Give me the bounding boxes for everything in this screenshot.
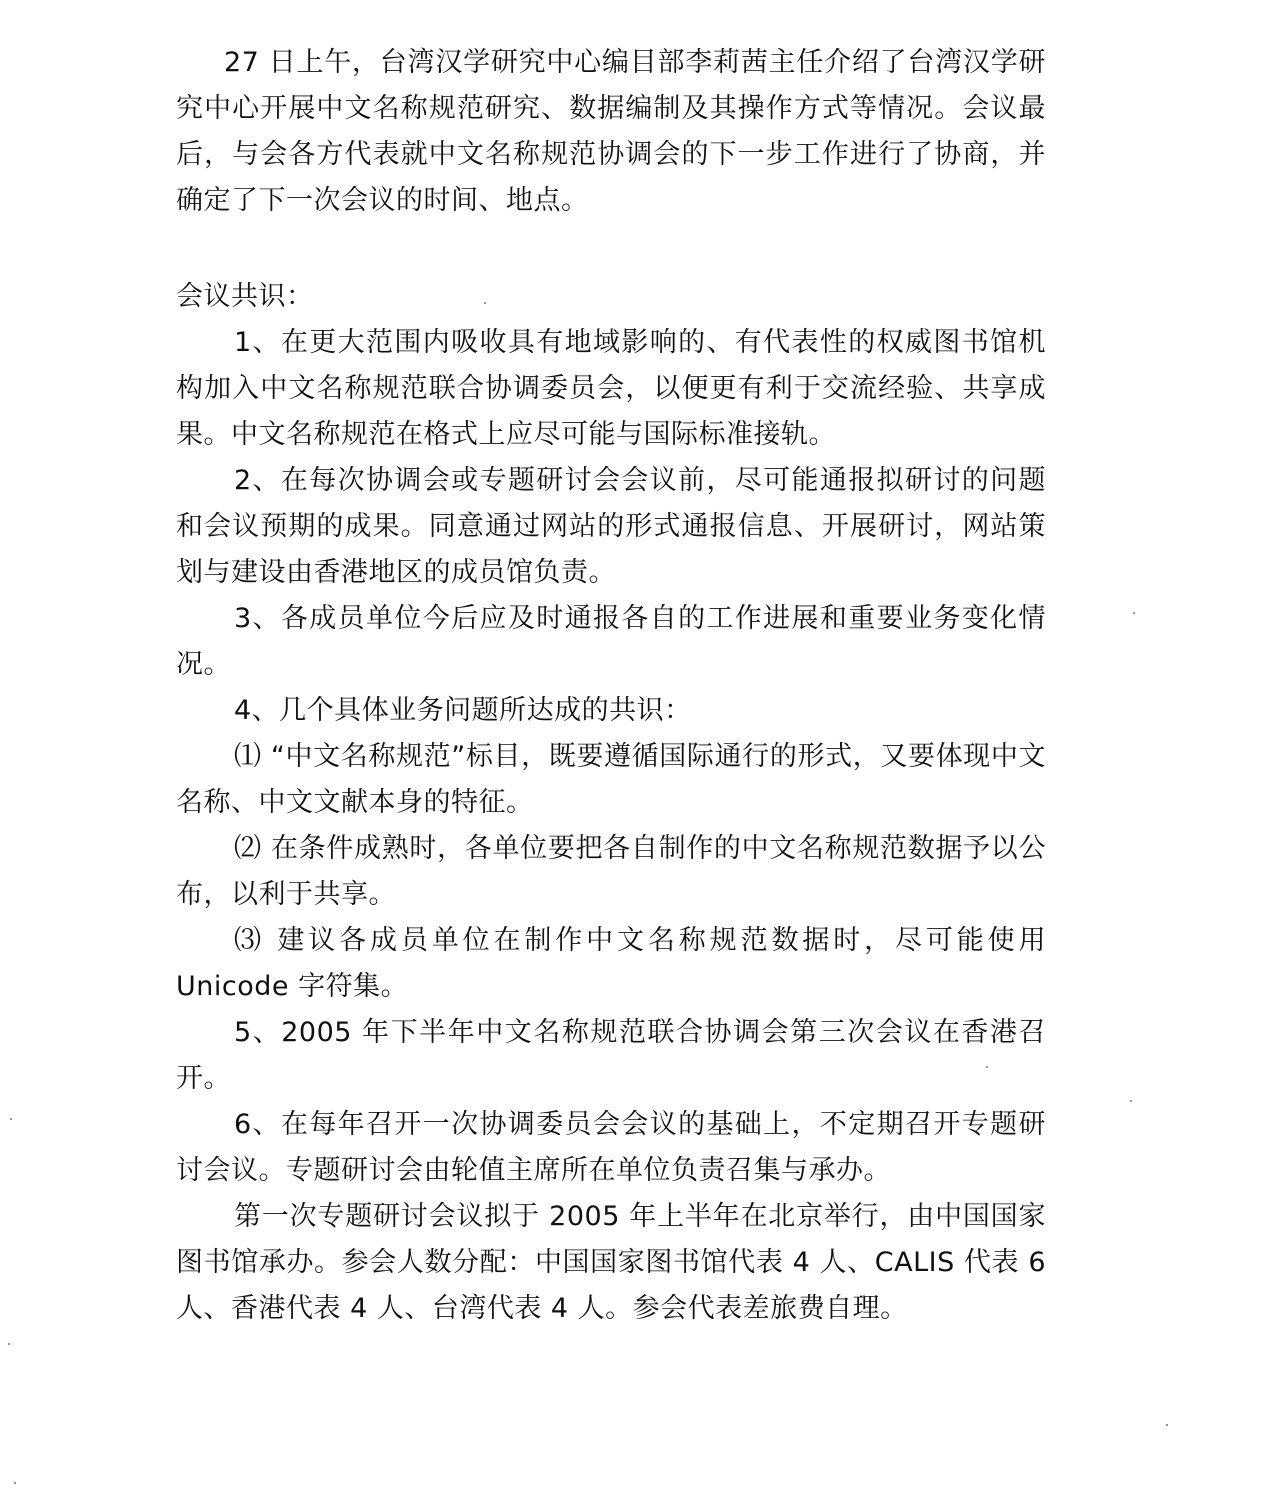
scan-speck <box>14 1482 16 1484</box>
consensus-item-1: 1、在更大范围内吸收具有地域影响的、有代表性的权威图书馆机构加入中文名称规范联合协调委员会，以便更有利于交流经验、共享成果。中文名称规范在格式上应尽可能与国际标准接轨。 <box>176 327 1046 450</box>
consensus-item-5: 5、2005 年下半年中文名称规范联合协调会第三次会议在香港召开。 <box>176 1017 1046 1094</box>
scan-speck <box>484 302 486 304</box>
consensus-item-6: 6、在每年召开一次协调委员会会议的基础上，不定期召开专题研讨会议。专题研讨会由轮值主席所在单位负责召集与承办。 <box>176 1109 1046 1186</box>
sub-item-2: ⑵ 在条件成熟时，各单位要把各自制作的中文名称规范数据予以公布，以利于共享。 <box>176 833 1046 910</box>
consensus-heading: 会议共识： <box>176 281 314 312</box>
scan-speck <box>986 1066 988 1068</box>
scan-speck <box>1166 1424 1168 1426</box>
scan-speck <box>10 1118 12 1120</box>
scan-speck <box>1133 612 1135 614</box>
consensus-item-4: 4、几个具体业务问题所达成的共识： <box>234 695 692 726</box>
paragraph-intro: 27 日上午，台湾汉学研究中心编目部李莉茜主任介绍了台湾汉学研究中心开展中文名称规范研究、数据编制及其操作方式等情况。会议最后，与会各方代表就中文名称规范协调会的下一步工作进行了协商，并确定了下一次会议的时间、地点。 <box>176 47 1046 216</box>
consensus-item-2: 2、在每次协调会或专题研讨会会议前，尽可能通报拟研讨的问题和会议预期的成果。同意通过网站的形式通报信息、开展研讨，网站策划与建设由香港地区的成员馆负责。 <box>176 465 1046 588</box>
seminar-paragraph: 第一次专题研讨会议拟于 2005 年上半年在北京举行，由中国国家图书馆承办。参会人数分配：中国国家图书馆代表 4 人、CALIS 代表 6 人、香港代表 4 人、台湾代表 4 人。参会代表差旅费自理。 <box>176 1201 1046 1324</box>
scan-speck <box>1130 1100 1132 1102</box>
sub-item-3: ⑶ 建议各成员单位在制作中文名称规范数据时，尽可能使用 Unicode 字符集。 <box>176 925 1046 1002</box>
document-body <box>176 40 1046 1332</box>
scan-speck <box>8 1343 10 1345</box>
consensus-item-3: 3、各成员单位今后应及时通报各自的工作进展和重要业务变化情况。 <box>176 603 1046 680</box>
sub-item-1: ⑴ “中文名称规范”标目，既要遵循国际通行的形式，又要体现中文名称、中文文献本身的特征。 <box>176 741 1046 818</box>
